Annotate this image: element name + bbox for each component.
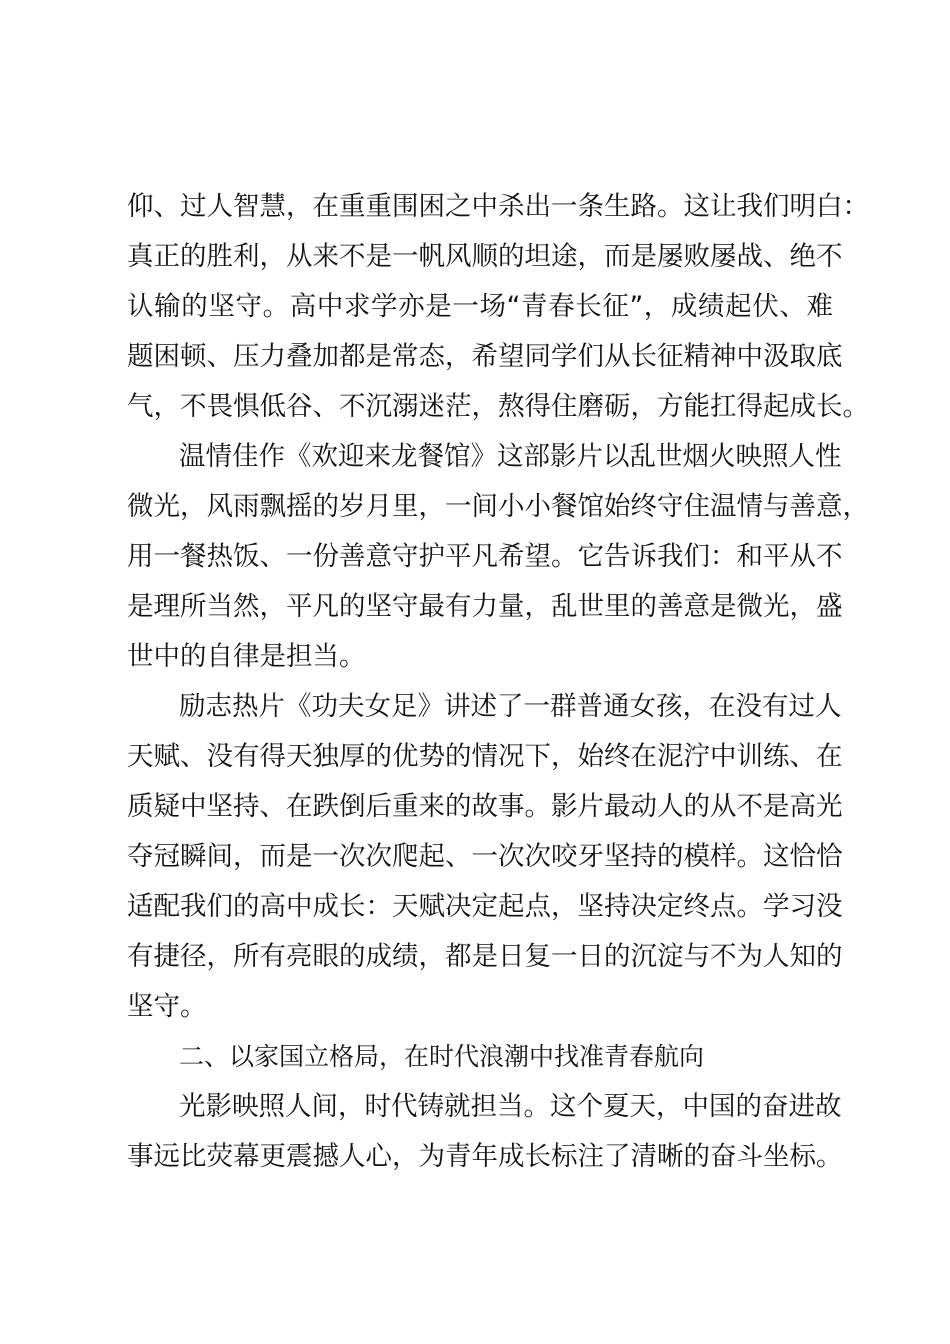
section-heading-block [127, 1032, 833, 1082]
text-line: 认输的坚守。高中求学亦是一场“青春长征”，成绩起伏、难 [127, 291, 833, 322]
text-line: 世中的自律是担当。 [127, 641, 366, 672]
text-line: 适配我们的高中成长：天赋决定起点，坚持决定终点。学习没 [127, 891, 843, 922]
text-line: 真正的胜利，从来不是一帆风顺的坦途，而是屡败屡战、绝不 [127, 241, 843, 272]
paragraph-3 [127, 682, 843, 1032]
text-line: 仰、过人智慧，在重重围困之中杀出一条生路。这让我们明白： [127, 191, 869, 222]
paragraph-1 [127, 182, 869, 432]
text-line: 温情佳作《欢迎来龙餐馆》这部影片以乱世烟火映照人性 [179, 441, 842, 472]
paragraph-4 [127, 1082, 843, 1182]
text-line: 夺冠瞬间，而是一次次爬起、一次次咬牙坚持的模样。这恰恰 [127, 841, 843, 872]
text-line: 天赋、没有得天独厚的优势的情况下，始终在泥泞中训练、在 [127, 741, 843, 772]
text-line: 坚守。 [127, 991, 207, 1022]
text-line: 是理所当然，平凡的坚守最有力量，乱世里的善意是微光，盛 [127, 591, 843, 622]
text-line: 用一餐热饭、一份善意守护平凡希望。它告诉我们：和平从不 [127, 541, 843, 572]
body-text [127, 182, 869, 1182]
text-line: 励志热片《功夫女足》讲述了一群普通女孩，在没有过人 [179, 691, 842, 722]
text-line: 事远比荧幕更震撼人心，为青年成长标注了清晰的奋斗坐标。 [127, 1141, 843, 1172]
section-heading: 二、以家国立格局，在时代浪潮中找准青春航向 [179, 1042, 705, 1071]
text-line: 质疑中坚持、在跌倒后重来的故事。影片最动人的从不是高光 [127, 791, 843, 822]
paragraph-2 [127, 432, 869, 682]
text-line: 微光，风雨飘摇的岁月里，一间小小餐馆始终守住温情与善意， [127, 491, 869, 522]
text-line: 有捷径，所有亮眼的成绩，都是日复一日的沉淀与不为人知的 [127, 941, 843, 972]
text-line: 题困顿、压力叠加都是常态，希望同学们从长征精神中汲取底 [127, 341, 843, 372]
text-line: 气，不畏惧低谷、不沉溺迷茫，熬得住磨砺，方能扛得起成长。 [127, 391, 869, 422]
text-line: 光影映照人间，时代铸就担当。这个夏天，中国的奋进故 [179, 1091, 842, 1122]
